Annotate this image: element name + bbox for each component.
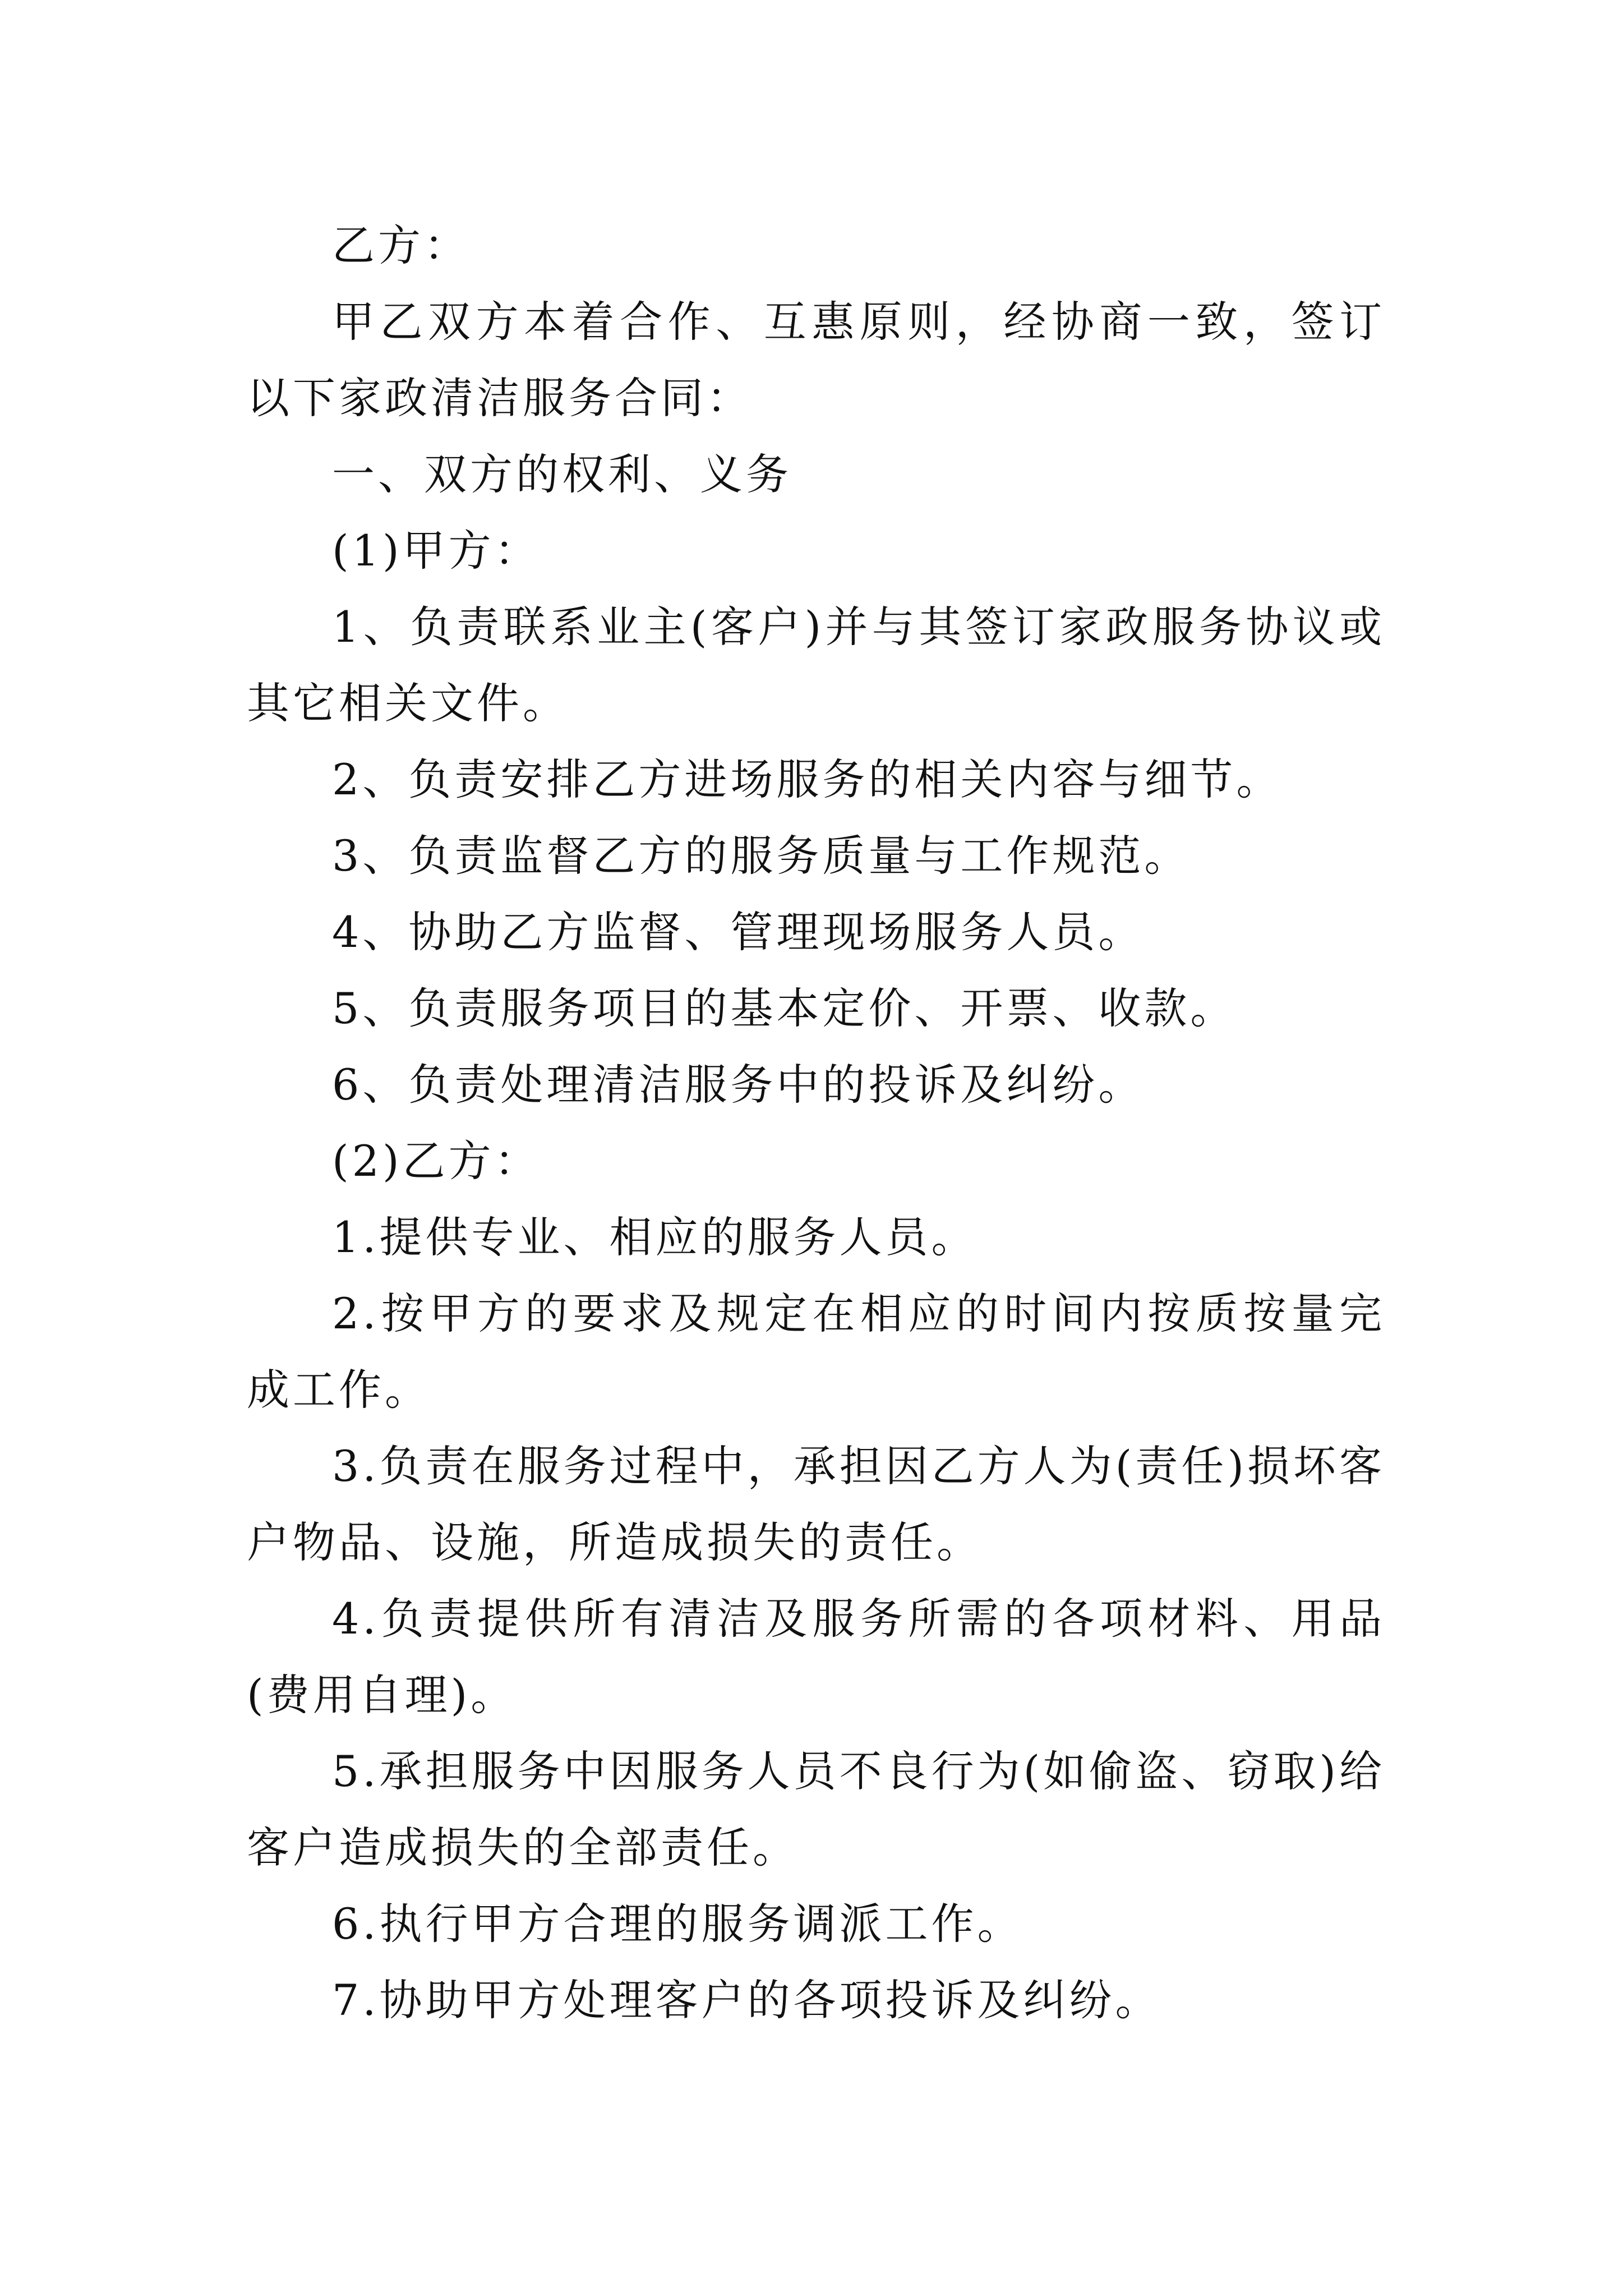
party-a-clause-1: 1、负责联系业主(客户)并与其签订家政服务协议或其它相关文件。	[247, 602, 1385, 728]
party-b-clause-1: 1.提供专业、相应的服务人员。	[332, 1212, 978, 1262]
party-a-clause-6: 6、负责处理清洁服务中的投诉及纠纷。	[332, 1060, 1145, 1110]
party-a-heading: (1)甲方：	[332, 526, 541, 576]
party-b-clause-5: 5.承担服务中因服务人员不良行为(如偷盗、窃取)给客户造成损失的全部责任。	[247, 1746, 1385, 1872]
party-b-clause-6: 6.执行甲方合理的服务调派工作。	[332, 1899, 1023, 1949]
party-a-clause-5: 5、负责服务项目的基本定价、开票、收款。	[332, 983, 1237, 1033]
party-b-clause-4: 4.负责提供所有清洁及服务所需的各项材料、用品(费用自理)。	[247, 1594, 1385, 1720]
party-b-heading: (2)乙方：	[332, 1136, 541, 1186]
party-a-clause-4: 4、协助乙方监督、管理现场服务人员。	[332, 907, 1145, 957]
contract-preamble: 甲乙双方本着合作、互惠原则，经协商一致，签订以下家政清洁服务合同：	[247, 297, 1385, 423]
party-a-clause-3: 3、负责监督乙方的服务质量与工作规范。	[332, 831, 1191, 881]
contract-body	[247, 208, 1385, 2039]
section-heading-rights-obligations: 一、双方的权利、义务	[332, 449, 792, 499]
party-a-clause-2: 2、负责安排乙方进场服务的相关内容与细节。	[332, 754, 1283, 804]
party-b-clause-3: 3.负责在服务过程中，承担因乙方人为(责任)损坏客户物品、设施，所造成损失的责任。	[247, 1441, 1385, 1567]
party-b-clause-2: 2.按甲方的要求及规定在相应的时间内按质按量完成工作。	[247, 1289, 1385, 1415]
party-b-clause-7: 7.协助甲方处理客户的各项投诉及纠纷。	[332, 1975, 1161, 2025]
party-b-label: 乙方：	[332, 220, 470, 270]
